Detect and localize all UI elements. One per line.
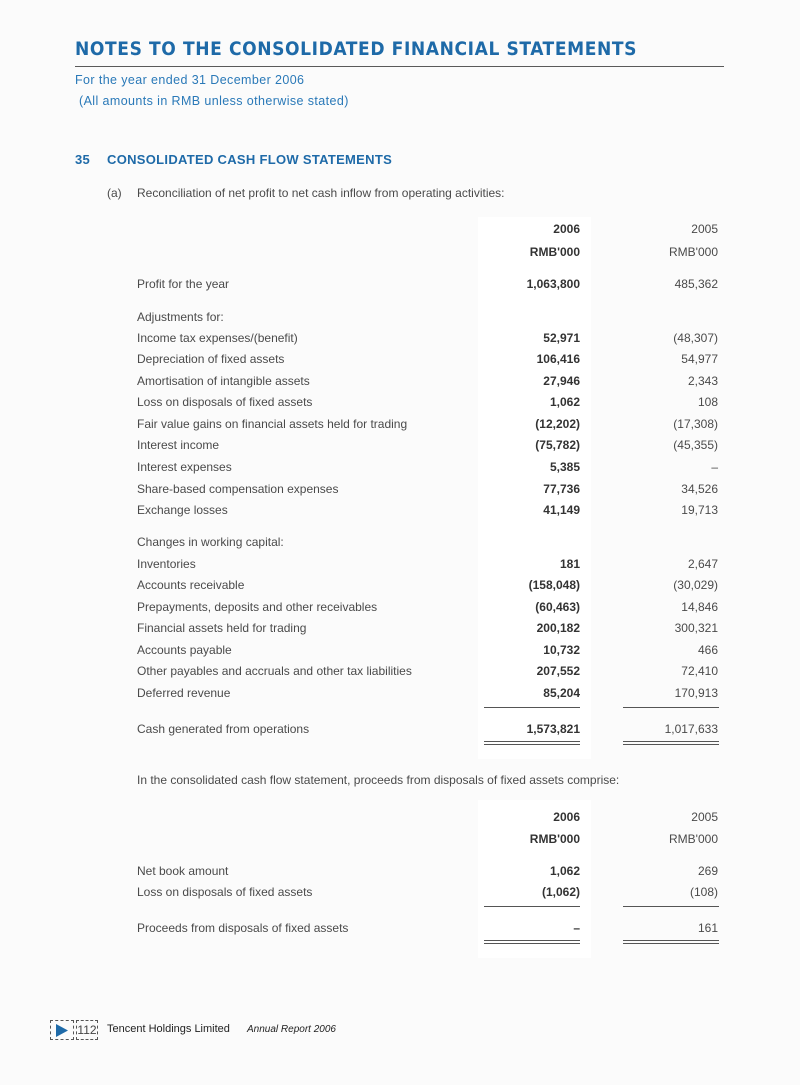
page-number: 112 — [76, 1020, 98, 1040]
value-2005: 108 — [697, 395, 718, 409]
row-label: Adjustments for: — [137, 310, 224, 324]
table-row — [137, 600, 720, 618]
row-label: Fair value gains on financial assets held for trading — [137, 417, 408, 431]
section-number: 35 — [75, 152, 91, 167]
col-2006-unit: RMB'000 — [529, 245, 580, 259]
row-label: Net book amount — [137, 864, 229, 878]
value-2005: 300,321 — [674, 621, 718, 635]
table-row-total — [137, 921, 720, 939]
table-row — [137, 578, 720, 596]
value-2006: (60,463) — [535, 600, 580, 614]
row-label: Income tax expenses/(benefit) — [137, 331, 298, 345]
total-double-rule-2005 — [623, 940, 719, 941]
section-heading — [75, 152, 392, 167]
row-label: Cash generated from operations — [137, 722, 310, 736]
col-2005-year: 2005 — [691, 222, 718, 236]
table-row — [137, 482, 720, 500]
sub-section-intro — [107, 186, 505, 200]
total-double-rule-2006 — [484, 940, 580, 941]
table-row — [137, 460, 720, 478]
value-2006: 5,385 — [549, 460, 580, 474]
value-2005: (30,029) — [673, 578, 718, 592]
table-header-units — [137, 832, 720, 850]
value-2005: 34,526 — [681, 482, 718, 496]
value-2006: 85,204 — [543, 686, 580, 700]
row-label: Loss on disposals of fixed assets — [137, 885, 313, 899]
value-2006: 181 — [559, 557, 580, 571]
section-title: CONSOLIDATED CASH FLOW STATEMENTS — [107, 152, 393, 167]
table-row — [137, 885, 720, 903]
value-2005: – — [711, 460, 718, 474]
value-2006: (75,782) — [535, 438, 580, 452]
table-row — [137, 503, 720, 521]
table-row — [137, 438, 720, 456]
row-label: Changes in working capital: — [137, 535, 284, 549]
table-row — [137, 310, 720, 328]
row-label: Accounts receivable — [137, 578, 245, 592]
subtotal-rule-2006 — [484, 707, 580, 708]
value-2006: 27,946 — [543, 374, 580, 388]
value-2006: 1,573,821 — [526, 722, 580, 736]
value-2005: 2,343 — [687, 374, 718, 388]
value-2005: 161 — [697, 921, 718, 935]
col-2006-unit: RMB'000 — [529, 832, 580, 846]
col-2006-year: 2006 — [553, 222, 580, 236]
table-row — [137, 374, 720, 392]
total-double-rule-2005 — [623, 741, 719, 742]
table-header-years — [137, 810, 720, 828]
table-row — [137, 417, 720, 435]
value-2005: 485,362 — [674, 277, 718, 291]
sub-section-tag: (a) — [107, 186, 122, 200]
value-2005: (48,307) — [673, 331, 718, 345]
disposal-note: In the consolidated cash flow statement, proceeds from disposals of fixed assets comprise: — [137, 773, 620, 787]
period-subtitle: For the year ended 31 December 2006 — [75, 73, 305, 87]
total-double-rule-2005 — [623, 744, 719, 745]
table-header-units — [137, 245, 720, 263]
table-row — [137, 557, 720, 575]
total-double-rule-2006 — [484, 741, 580, 742]
value-2005: (17,308) — [673, 417, 718, 431]
value-2006: (1,062) — [541, 885, 580, 899]
value-2005: (108) — [689, 885, 718, 899]
row-label: Accounts payable — [137, 643, 232, 657]
value-2006: 207,552 — [536, 664, 580, 678]
col-2005-year: 2005 — [691, 810, 718, 824]
value-2006: – — [573, 921, 580, 935]
table-row — [137, 686, 720, 704]
row-label: Share-based compensation expenses — [137, 482, 339, 496]
value-2005: 19,713 — [681, 503, 718, 517]
value-2006: 52,971 — [543, 331, 580, 345]
row-label: Exchange losses — [137, 503, 228, 517]
value-2005: 2,647 — [687, 557, 718, 571]
total-double-rule-2006 — [484, 943, 580, 944]
subtotal-rule-2006 — [484, 906, 580, 907]
subtotal-rule-2005 — [623, 906, 719, 907]
value-2006: 1,062 — [549, 395, 580, 409]
value-2006: 77,736 — [543, 482, 580, 496]
row-label: Prepayments, deposits and other receivables — [137, 600, 378, 614]
row-label: Profit for the year — [137, 277, 230, 291]
value-2005: 72,410 — [681, 664, 718, 678]
total-double-rule-2006 — [484, 744, 580, 745]
row-label: Deferred revenue — [137, 686, 231, 700]
value-2005: 54,977 — [681, 352, 718, 366]
table-header-years — [137, 222, 720, 240]
row-label: Proceeds from disposals of fixed assets — [137, 921, 349, 935]
value-2005: 170,913 — [674, 686, 718, 700]
value-2005: (45,355) — [673, 438, 718, 452]
table-row — [137, 277, 720, 295]
value-2006: (12,202) — [535, 417, 580, 431]
col-2005-unit: RMB'000 — [669, 832, 718, 846]
currency-subtitle: (All amounts in RMB unless otherwise stated) — [79, 94, 349, 108]
document-title: NOTES TO THE CONSOLIDATED FINANCIAL STATEMENTS — [75, 38, 638, 60]
row-label: Other payables and accruals and other tax liabilities — [137, 664, 412, 678]
row-label: Depreciation of fixed assets — [137, 352, 285, 366]
value-2006: (158,048) — [528, 578, 580, 592]
report-name: Annual Report 2006 — [247, 1024, 336, 1035]
table-row — [137, 864, 720, 882]
table-row — [137, 395, 720, 413]
value-2005: 269 — [697, 864, 718, 878]
table-row — [137, 621, 720, 639]
row-label: Inventories — [137, 557, 196, 571]
row-label: Amortisation of intangible assets — [137, 374, 310, 388]
row-label: Interest income — [137, 438, 220, 452]
table-row — [137, 643, 720, 661]
value-2006: 10,732 — [543, 643, 580, 657]
table-row — [137, 331, 720, 349]
row-label: Interest expenses — [137, 460, 232, 474]
table-row — [137, 535, 720, 553]
value-2006: 106,416 — [536, 352, 580, 366]
value-2005: 466 — [697, 643, 718, 657]
row-label: Financial assets held for trading — [137, 621, 307, 635]
col-2005-unit: RMB'000 — [669, 245, 718, 259]
value-2006: 1,062 — [549, 864, 580, 878]
row-label: Loss on disposals of fixed assets — [137, 395, 313, 409]
table-row-total — [137, 722, 720, 740]
table-row — [137, 352, 720, 370]
play-arrow-icon — [50, 1020, 74, 1040]
value-2005: 14,846 — [681, 600, 718, 614]
subtotal-rule-2005 — [623, 707, 719, 708]
table-row — [137, 664, 720, 682]
sub-section-text: Reconciliation of net profit to net cash inflow from operating activities: — [137, 186, 505, 200]
total-double-rule-2005 — [623, 943, 719, 944]
header-divider — [75, 66, 724, 67]
value-2006: 41,149 — [543, 503, 580, 517]
company-name: Tencent Holdings Limited — [107, 1023, 230, 1035]
value-2006: 1,063,800 — [526, 277, 580, 291]
value-2006: 200,182 — [536, 621, 580, 635]
col-2006-year: 2006 — [553, 810, 580, 824]
value-2005: 1,017,633 — [664, 722, 718, 736]
